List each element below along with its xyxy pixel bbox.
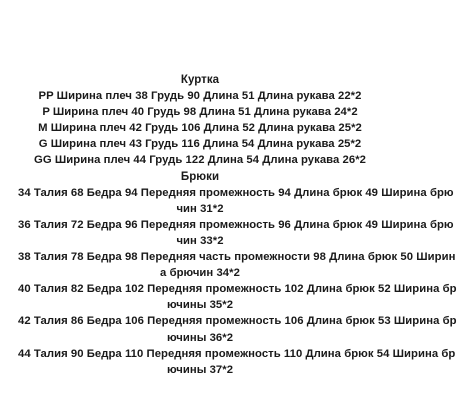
trousers-size-36-line2: чин 33*2 <box>176 234 224 247</box>
jacket-heading: Куртка <box>180 74 220 86</box>
trousers-size-38-line1: 38 Талия 78 Бедра 98 Передняя часть промежности 98 Длина брюк 50 Ширин <box>18 251 456 264</box>
trousers-size-34-line2: чин 31*2 <box>176 202 224 215</box>
jacket-size-m: M Ширина плеч 42 Грудь 106 Длина 52 Длина рукава 25*2 <box>38 122 362 135</box>
trousers-size-34-line1: 34 Талия 68 Бедра 94 Передняя промежность 94 Длина брюк 49 Ширина брю <box>18 186 454 199</box>
trousers-size-42-line2: ючины 36*2 <box>166 331 234 344</box>
trousers-size-36-line1: 36 Талия 72 Бедра 96 Передняя промежность 96 Длина брюк 49 Ширина брю <box>18 218 454 231</box>
jacket-size-p: P Ширина плеч 40 Грудь 98 Длина 51 Длина рукава 24*2 <box>42 106 358 119</box>
trousers-size-42-line1: 42 Талия 86 Бедра 106 Передняя промежность 106 Длина брюк 53 Ширина бр <box>18 315 457 328</box>
trousers-size-44-line2: ючины 37*2 <box>166 363 234 376</box>
trousers-size-38-line2: а брючин 34*2 <box>160 267 240 280</box>
trousers-size-44-line1: 44 Талия 90 Бедра 110 Передняя промежность 110 Длина брюк 54 Ширина бр <box>18 347 456 360</box>
trousers-size-40-line1: 40 Талия 82 Бедра 102 Передняя промежность 102 Длина брюк 52 Ширина бр <box>18 283 457 296</box>
jacket-size-g: G Ширина плеч 43 Грудь 116 Длина 54 Длина рукава 25*2 <box>38 138 362 151</box>
trousers-heading: Брюки <box>180 170 220 183</box>
trousers-size-40-line2: ючины 35*2 <box>166 299 234 312</box>
jacket-size-pp: PP Ширина плеч 38 Грудь 90 Длина 51 Длина рукава 22*2 <box>38 90 362 103</box>
jacket-size-gg: GG Ширина плеч 44 Грудь 122 Длина 54 Длина рукава 26*2 <box>34 154 366 167</box>
